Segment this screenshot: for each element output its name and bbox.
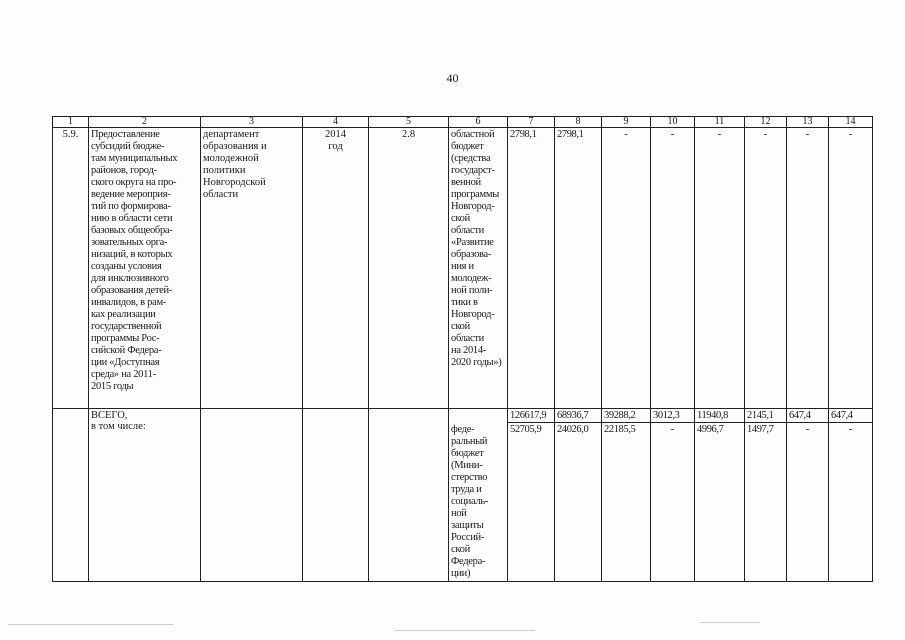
page-number: 40 <box>446 71 459 85</box>
table-header-row <box>53 117 873 128</box>
value-cell: - <box>602 128 651 409</box>
value-cell: 22185,5 <box>602 423 651 582</box>
value-cell: - <box>651 423 695 582</box>
scan-artifact <box>395 630 535 631</box>
column-header: 11 <box>695 117 745 128</box>
empty-cell <box>53 409 89 582</box>
empty-cell <box>369 409 449 582</box>
value-cell: 52705,9 <box>508 423 555 582</box>
total-value: 3012,3 <box>651 409 695 423</box>
funding-source: областной бюджет (средства государст- венной программы Новгород- ской области «Развитие образова- ния и молодеж- ной поли- тики в Новгород- ской области на 2014- 2020 годы») <box>449 128 508 409</box>
column-header: 1 <box>53 117 89 128</box>
column-header: 5 <box>369 117 449 128</box>
value-cell: - <box>651 128 695 409</box>
table-row-5-9 <box>53 128 873 409</box>
column-header: 7 <box>508 117 555 128</box>
column-header: 9 <box>602 117 651 128</box>
column-header: 8 <box>555 117 602 128</box>
value-cell: - <box>745 128 787 409</box>
total-value: 647,4 <box>829 409 873 423</box>
funding-source: феде- ральный бюджет (Мини- стерство труда и социаль- ной защиты Россий- ской Федера- ции) <box>449 423 508 582</box>
column-header: 4 <box>303 117 369 128</box>
empty-cell <box>303 409 369 582</box>
total-label: ВСЕГО, в том числе: <box>89 409 201 582</box>
value-cell: 1497,7 <box>745 423 787 582</box>
value-cell: - <box>829 423 873 582</box>
value-cell: - <box>829 128 873 409</box>
total-value: 647,4 <box>787 409 829 423</box>
column-header: 12 <box>745 117 787 128</box>
executor: департамент образования и молодежной политики Новгородской области <box>201 128 303 409</box>
value-cell: - <box>787 128 829 409</box>
total-value: 39288,2 <box>602 409 651 423</box>
value-cell: - <box>787 423 829 582</box>
scan-artifact <box>8 624 173 625</box>
column-header: 13 <box>787 117 829 128</box>
column-header: 6 <box>449 117 508 128</box>
value-cell: 4996,7 <box>695 423 745 582</box>
implementation-year: 2014 год <box>303 128 369 409</box>
empty-cell <box>449 409 508 423</box>
value-cell: - <box>695 128 745 409</box>
column-header: 2 <box>89 117 201 128</box>
budget-table <box>52 116 873 582</box>
column-header: 3 <box>201 117 303 128</box>
column-header: 14 <box>829 117 873 128</box>
value-cell: 2798,1 <box>555 128 602 409</box>
total-value: 126617,9 <box>508 409 555 423</box>
measure-description: Предоставление субсидий бюдже- там муниципальных районов, город- ского округа на про- ведение мероприя- тий по формирова- нию в области сети базовых общеобра- зовательных орга- низаций, в которых созданы условия для инклюзивного образования детей- инвалидов, в рам- ках реализации государственной программы Рос- сийской Федера- ции «Доступная среда» на 2011- 2015 годы <box>89 128 201 409</box>
table-row-total <box>53 409 873 423</box>
column-header: 10 <box>651 117 695 128</box>
total-value: 11940,8 <box>695 409 745 423</box>
value-cell: 2798,1 <box>508 128 555 409</box>
target-indicator: 2.8 <box>369 128 449 409</box>
total-value: 2145,1 <box>745 409 787 423</box>
total-value: 68936,7 <box>555 409 602 423</box>
row-number: 5.9. <box>53 128 89 409</box>
value-cell: 24026,0 <box>555 423 602 582</box>
scan-artifact <box>700 622 760 623</box>
empty-cell <box>201 409 303 582</box>
